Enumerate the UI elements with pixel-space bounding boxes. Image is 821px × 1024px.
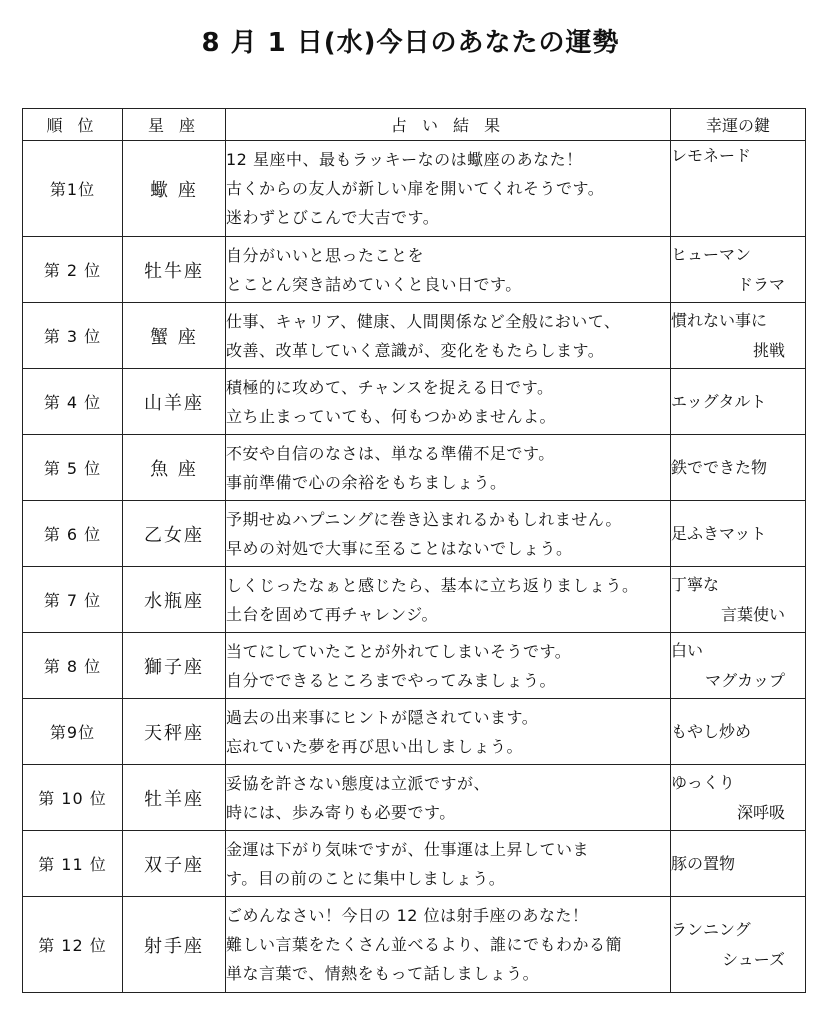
- header-result: 占 い 結 果: [226, 109, 671, 141]
- result-cell: [226, 831, 671, 897]
- lucky-key-line: ドラマ: [736, 274, 785, 294]
- table-row: [23, 501, 806, 567]
- lucky-key-cell: [671, 237, 806, 303]
- result-cell: [226, 897, 671, 993]
- table-row: [23, 435, 806, 501]
- result-line: 金運は下がり気味ですが、仕事運は上昇していま: [226, 839, 590, 859]
- result-line: す。目の前のことに集中しましょう。: [226, 868, 506, 888]
- page-title: 8 月 1 日(水)今日のあなたの運勢: [201, 28, 620, 58]
- lucky-key-line: シューズ: [722, 949, 785, 969]
- rank-cell: 第 11 位: [23, 831, 123, 897]
- sign-cell: 魚 座: [123, 435, 226, 501]
- table-body: [23, 141, 806, 993]
- result-line: 仕事、キャリア、健康、人間関係など全般において、: [226, 311, 621, 331]
- result-cell: [226, 567, 671, 633]
- result-line: 時には、歩み寄りも必要です。: [226, 802, 456, 822]
- lucky-key-line: 言葉使い: [720, 604, 785, 624]
- header-rank: 順 位: [23, 109, 123, 141]
- lucky-key-line: もやし炒め: [671, 721, 752, 741]
- sign-cell: 蠍 座: [123, 141, 226, 237]
- lucky-key-cell: [671, 831, 806, 897]
- result-line: 妥協を許さない態度は立派ですが、: [226, 773, 491, 793]
- sign-cell: 山羊座: [123, 369, 226, 435]
- result-cell: [226, 237, 671, 303]
- lucky-key-cell: [671, 699, 806, 765]
- lucky-key-line: 丁寧な: [671, 574, 720, 594]
- result-cell: [226, 435, 671, 501]
- result-line: 事前準備で心の余裕をもちましょう。: [226, 472, 507, 492]
- lucky-key-line: 白い: [671, 640, 704, 660]
- lucky-key-line: マグカップ: [705, 670, 785, 690]
- result-line: 過去の出来事にヒントが隠されています。: [226, 707, 539, 727]
- lucky-key-cell: [671, 303, 806, 369]
- result-line: 積極的に攻めて、チャンスを捉える日です。: [226, 377, 554, 397]
- lucky-key-cell: [671, 567, 806, 633]
- table-row: [23, 567, 806, 633]
- rank-cell: 第 12 位: [23, 897, 123, 993]
- sign-cell: 牡羊座: [123, 765, 226, 831]
- lucky-key-line: ランニング: [671, 919, 751, 939]
- rank-cell: 第 4 位: [23, 369, 123, 435]
- result-line: 当てにしていたことが外れてしまいそうです。: [226, 641, 572, 661]
- result-line: 自分がいいと思ったことを: [226, 245, 425, 265]
- table-row: [23, 303, 806, 369]
- result-cell: [226, 141, 671, 237]
- rank-cell: 第1位: [23, 141, 123, 237]
- rank-cell: 第 8 位: [23, 633, 123, 699]
- lucky-key-line: ゆっくり: [671, 772, 735, 792]
- result-line: 単な言葉で、情熱をもって話しましょう。: [226, 964, 540, 983]
- lucky-key-cell: [671, 369, 806, 435]
- result-cell: [226, 501, 671, 567]
- sign-cell: 乙女座: [123, 501, 226, 567]
- result-cell: [226, 633, 671, 699]
- lucky-key-line: 慣れない事に: [671, 310, 768, 330]
- result-cell: [226, 303, 671, 369]
- sign-cell: 蟹 座: [123, 303, 226, 369]
- result-cell: [226, 699, 671, 765]
- result-line: 早めの対処で大事に至ることはないでしょう。: [226, 538, 573, 558]
- rank-cell: 第 3 位: [23, 303, 123, 369]
- result-line: 古くからの友人が新しい扉を開いてくれそうです。: [226, 179, 605, 198]
- rank-cell: 第 7 位: [23, 567, 123, 633]
- table-row: [23, 831, 806, 897]
- lucky-key-cell: [671, 633, 806, 699]
- result-line: 不安や自信のなさは、単なる準備不足です。: [226, 443, 555, 463]
- result-line: 土台を固めて再チャレンジ。: [226, 604, 438, 624]
- lucky-key-cell: [671, 765, 806, 831]
- result-line: とことん突き詰めていくと良い日です。: [226, 274, 522, 294]
- rank-cell: 第 5 位: [23, 435, 123, 501]
- result-line: 予期せぬハプニングに巻き込まれるかもしれません。: [226, 509, 622, 529]
- lucky-key-cell: [671, 897, 806, 993]
- table-row: [23, 369, 806, 435]
- result-line: 迷わずとびこんで大吉です。: [226, 208, 440, 227]
- result-cell: [226, 765, 671, 831]
- table-row: [23, 633, 806, 699]
- header-key: 幸運の鍵: [671, 109, 806, 141]
- lucky-key-line: 深呼吸: [736, 802, 785, 822]
- result-line: 改善、改革していく意識が、変化をもたらします。: [226, 340, 605, 360]
- rank-cell: 第9位: [23, 699, 123, 765]
- sign-cell: 牡牛座: [123, 237, 226, 303]
- sign-cell: 双子座: [123, 831, 226, 897]
- table-row: [23, 897, 806, 993]
- result-line: 自分でできるところまでやってみましょう。: [226, 670, 557, 690]
- result-line: ごめんなさい！今日の 12 位は射手座のあなた！: [226, 906, 589, 925]
- lucky-key-line: エッグタルト: [671, 391, 767, 411]
- table-row: [23, 699, 806, 765]
- result-line: 忘れていた夢を再び思い出しましょう。: [226, 736, 524, 756]
- result-line: 12 星座中、最もラッキーなのは蠍座のあなた！: [226, 150, 583, 169]
- fortune-table: [22, 108, 806, 993]
- table-row: [23, 237, 806, 303]
- lucky-key-line: 挑戦: [752, 340, 785, 360]
- sign-cell: 天秤座: [123, 699, 226, 765]
- rank-cell: 第 10 位: [23, 765, 123, 831]
- table-row: [23, 765, 806, 831]
- lucky-key-line: 足ふきマット: [671, 523, 767, 543]
- lucky-key-cell: [671, 501, 806, 567]
- lucky-key-cell: [671, 141, 806, 237]
- rank-cell: 第 6 位: [23, 501, 123, 567]
- result-line: しくじったなぁと感じたら、基本に立ち返りましょう。: [226, 575, 639, 595]
- lucky-key-line: ヒューマン: [671, 244, 752, 264]
- result-cell: [226, 369, 671, 435]
- sign-cell: 獅子座: [123, 633, 226, 699]
- lucky-key-line: 豚の置物: [671, 853, 736, 873]
- sign-cell: 水瓶座: [123, 567, 226, 633]
- lucky-key-line: 鉄でできた物: [671, 457, 768, 477]
- table-row: [23, 141, 806, 237]
- lucky-key-line: レモネード: [671, 146, 752, 165]
- sign-cell: 射手座: [123, 897, 226, 993]
- rank-cell: 第 2 位: [23, 237, 123, 303]
- header-sign: 星 座: [123, 109, 226, 141]
- header-row: [23, 109, 806, 141]
- lucky-key-cell: [671, 435, 806, 501]
- result-line: 立ち止まっていても、何もつかめませんよ。: [226, 406, 557, 426]
- result-line: 難しい言葉をたくさん並べるより、誰にでもわかる簡: [226, 935, 623, 954]
